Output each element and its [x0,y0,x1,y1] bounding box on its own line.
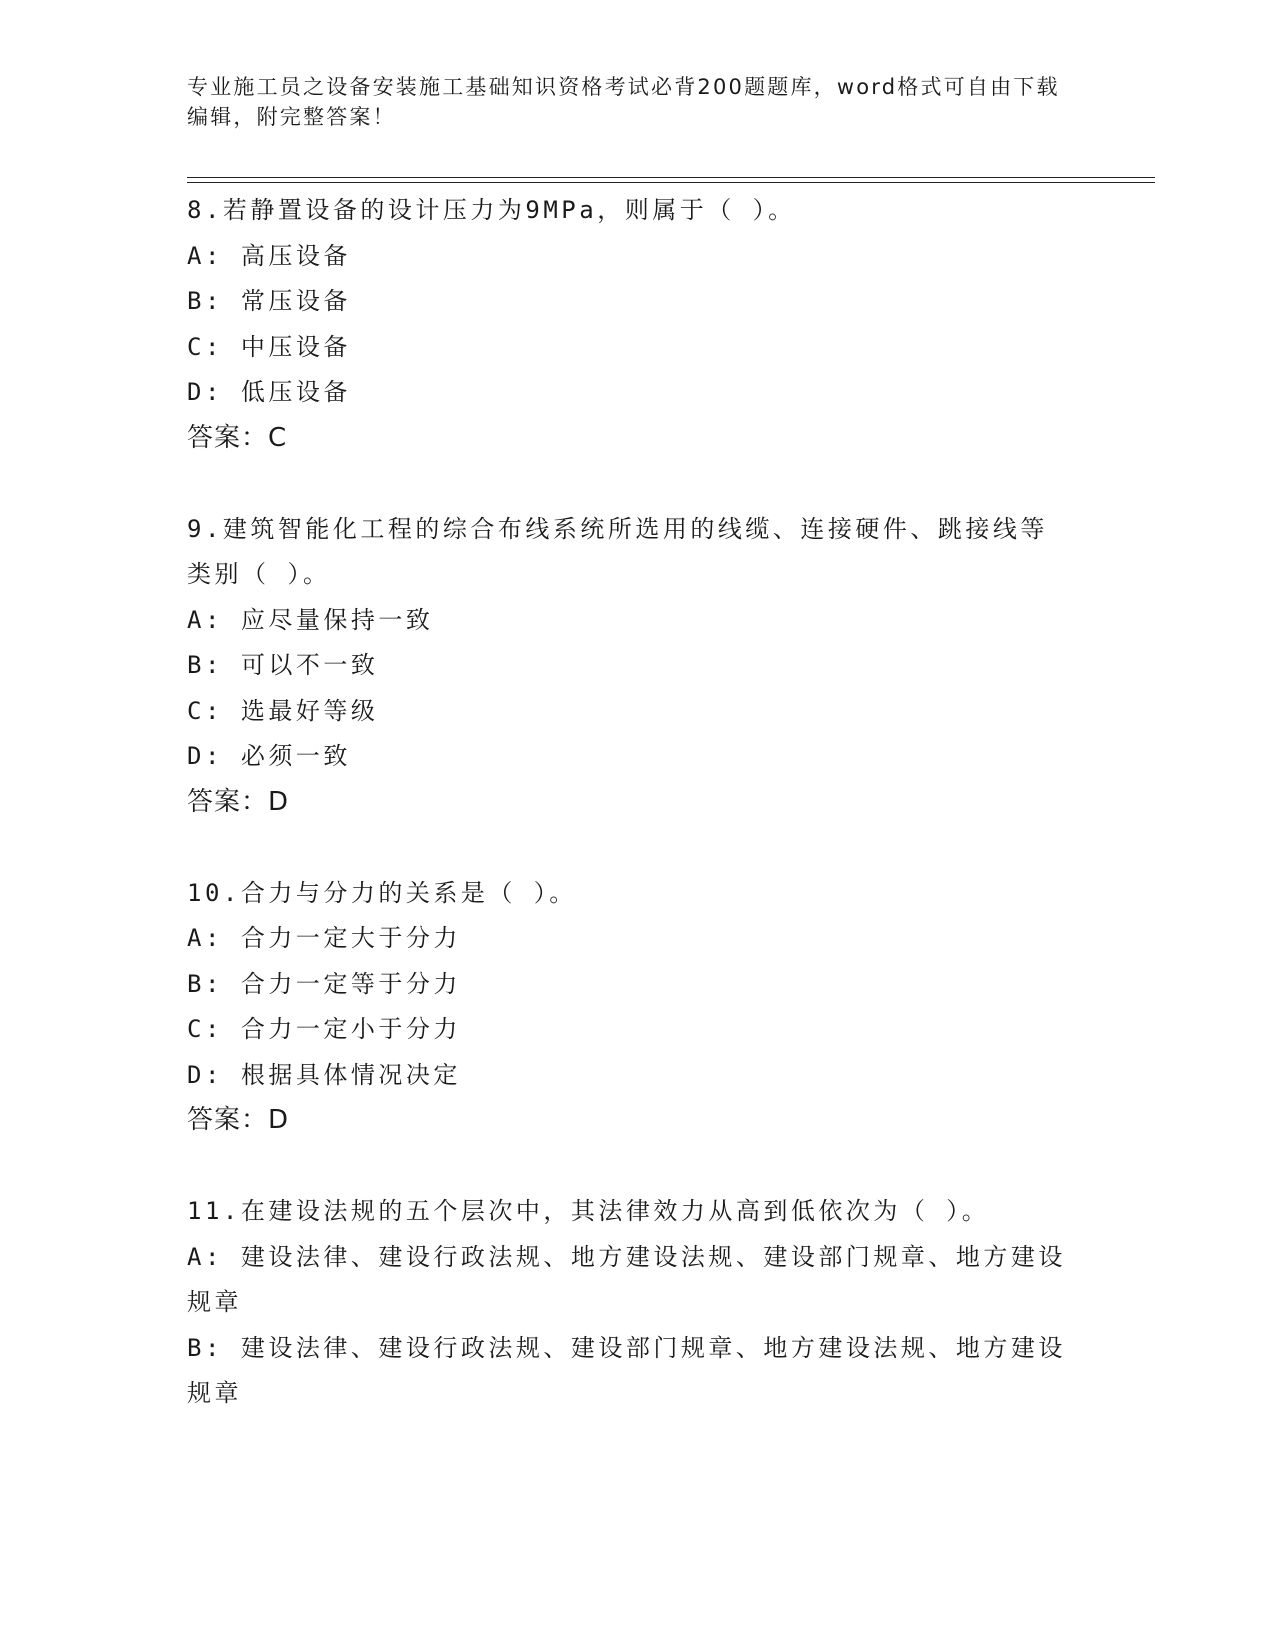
header-divider-bottom [187,182,1155,183]
question-8 [187,188,1087,461]
answer: 答案：D [187,1105,290,1135]
answer: 答案：D [187,786,290,817]
option-b: B: 建设法律、建设行政法规、建设部门规章、地方建设法规、地方建设规章 [187,1333,1066,1407]
header-divider-top [187,177,1155,178]
option-c: C: 合力一定小于分力 [187,1015,461,1043]
question-stem: 11.在建设法规的五个层次中，其法律效力从高到低依次为（ ）。 [187,1197,990,1225]
option-b: B: 可以不一致 [187,651,379,679]
question-stem: 8.若静置设备的设计压力为9MPa，则属于（ ）。 [187,196,796,224]
answer: 答案：C [187,422,288,453]
option-d: D: 必须一致 [187,742,351,770]
option-b: B: 常压设备 [187,287,351,315]
option-a: A: 高压设备 [187,241,351,270]
option-a: A: 应尽量保持一致 [187,605,434,634]
document-header: 专业施工员之设备安装施工基础知识资格考试必背200题题库，word格式可自由下载编辑，附完整答案！ [187,75,1060,129]
question-10 [187,871,1087,1144]
option-d: D: 根据具体情况决定 [187,1060,461,1089]
option-b: B: 合力一定等于分力 [187,969,461,998]
question-11 [187,1189,1087,1417]
question-9 [187,507,1087,826]
question-stem: 9.建筑智能化工程的综合布线系统所选用的线缆、连接硬件、跳接线等类别（ ）。 [187,514,1048,588]
option-d: D: 低压设备 [187,378,351,406]
question-list [187,188,1087,1417]
option-a: A: 合力一定大于分力 [187,924,461,952]
option-c: C: 中压设备 [187,332,351,361]
option-a: A: 建设法律、建设行政法规、地方建设法规、建设部门规章、地方建设规章 [187,1242,1066,1316]
option-c: C: 选最好等级 [187,696,379,725]
question-stem: 10.合力与分力的关系是（ ）。 [187,878,577,907]
